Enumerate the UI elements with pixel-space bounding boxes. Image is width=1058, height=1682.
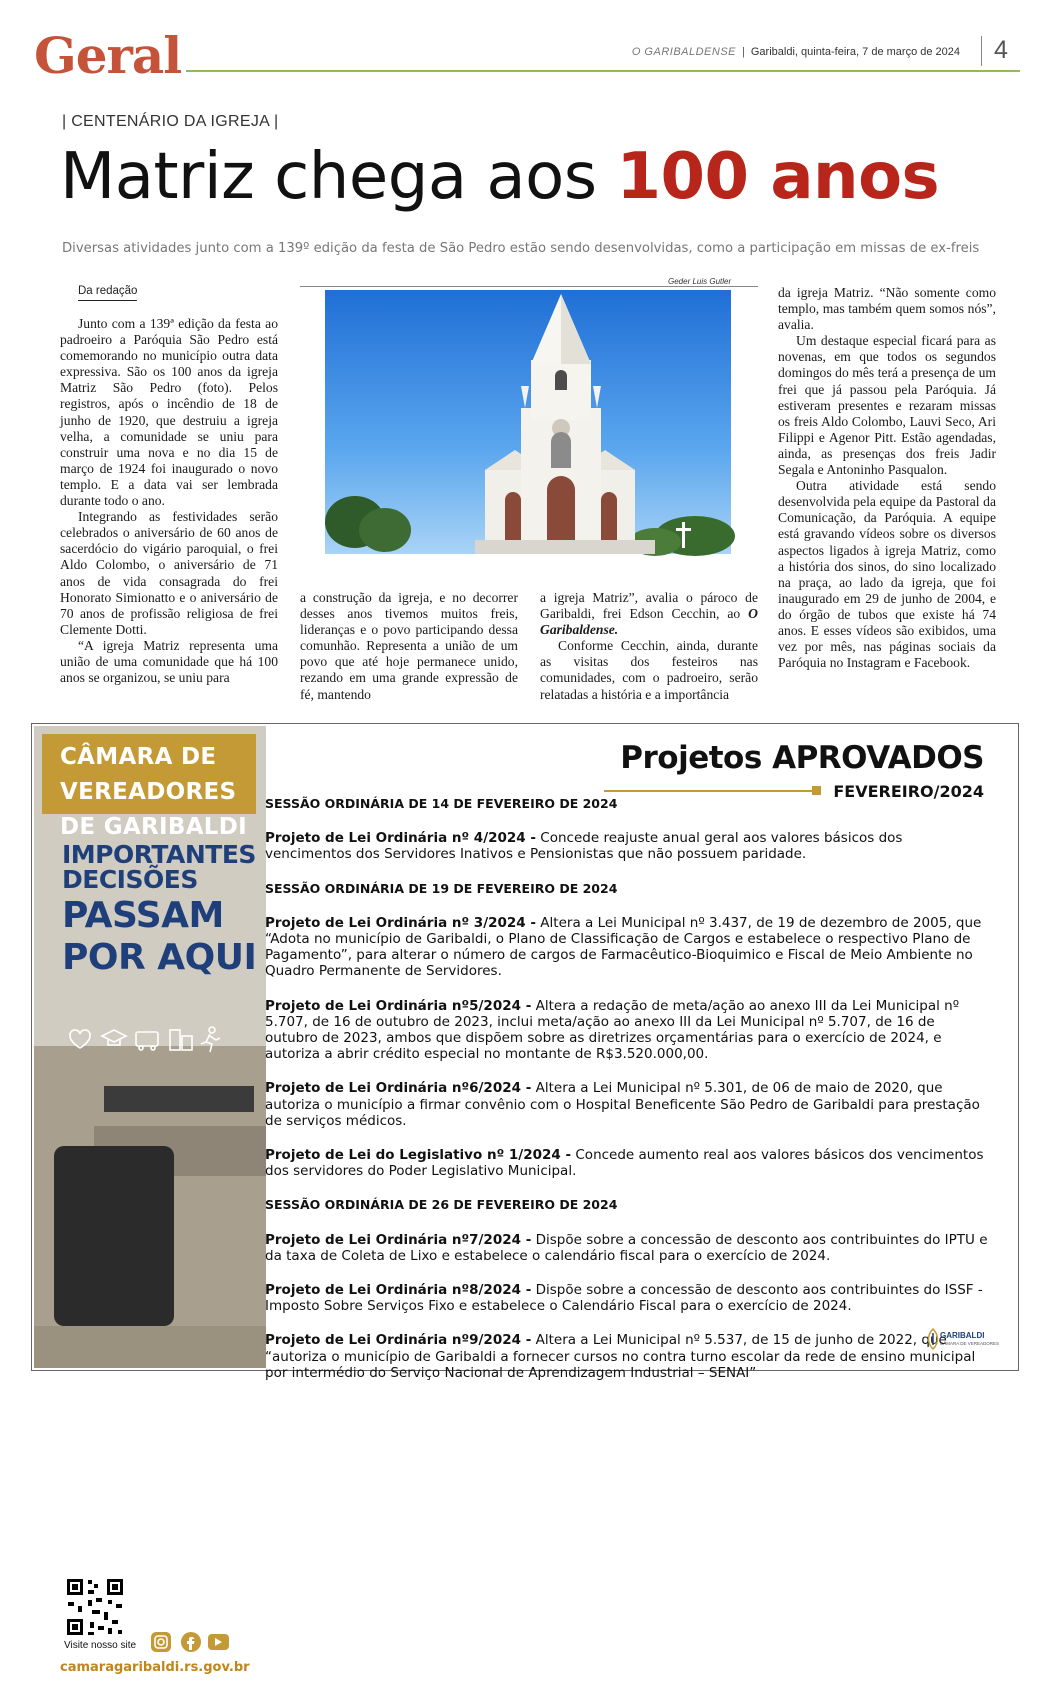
ad-title-line-1: CÂMARA DE VEREADORES [60, 744, 237, 805]
project-description: Altera a Lei Municipal nº 3.437, de 19 de dezembro de 2005, que “Adota no município de Garibaldi, o Plano de Classificação de Cargos e estabelece o respectivo Plano de Pagamento”, para alterar o número de cargos de Farmacêutico-Bioquimico e Fiscal de Meio Ambiente no Quadro Permanente de Servidores. [265, 914, 982, 980]
project-id: Projeto de Lei Ordinária nº 3/2024 - [265, 914, 537, 931]
project-item [265, 1147, 989, 1179]
graduation-cap-icon [102, 1030, 126, 1045]
page-separator [981, 36, 982, 66]
project-item [265, 830, 989, 862]
article-subhead: Diversas atividades junto com a 139º edição da festa de São Pedro estão sendo desenvolvidas, como a participação em missas de ex-freis [62, 241, 980, 256]
project-description: Dispõe sobre a concessão de desconto aos contribuintes do ISSF - Imposto Sobre Serviços Fixo e estabelece o Calendário Fiscal para o exercício de 2024. [265, 1282, 983, 1315]
projects-list [265, 796, 989, 1399]
paragraph: Junto com a 139ª edição da festa ao padroeiro a Paróquia São Pedro está comemorando no município outra data expressiva. São os 100 anos da igreja Matriz São Pedro (foto). Pelos registros, após o incêndio de 18 de junho de 1920, que destruiu a igreja velha, a comunidade se uniu para construir uma nova e no dia 15 de março de 1924 foi inaugurado o novo templo. E a data vai ser lembrada durante todo o ano. [60, 316, 278, 509]
publication-name: O GARIBALDENSE [631, 46, 737, 58]
projects-title: Projetos APROVADOS [620, 740, 984, 776]
facebook-icon [181, 1632, 201, 1652]
session-heading: SESSÃO ORDINÁRIA DE 14 DE FEVEREIRO DE 2024 [265, 796, 618, 811]
newspaper-name: O Garibaldense. [540, 606, 758, 638]
project-item [265, 1080, 989, 1129]
project-description: Dispõe sobre a concessão de desconto aos contribuintes do IPTU e da taxa de Coleta de Lixo e estabelece o calendário fiscal para o exercício de 2024. [265, 1231, 988, 1264]
building-icon [170, 1030, 192, 1050]
paragraph: Conforme Cecchin, ainda, durante as visitas dos festeiros nas comunidades, com o padroeiro, serão relatadas a história e a importância [540, 638, 758, 702]
social-icons [150, 1631, 230, 1653]
paragraph: Integrando as festividades serão celebrados o aniversário de 60 anos de sacerdócio do vigário paroquial, o frei Aldo Colombo, o aniversário de 71 anos de vida consagrada do frei Honorato Simionatto e o aniversário de 70 anos de profissão religiosa de frei Clemente Dotti. [60, 509, 278, 637]
bus-icon [136, 1032, 158, 1050]
byline: Da redação [78, 285, 137, 301]
dateline: Garibaldi, quinta-feira, 7 de março de 2024 [750, 46, 960, 58]
project-id: Projeto de Lei Ordinária nº7/2024 - [265, 1231, 532, 1248]
church-illustration [325, 290, 731, 554]
project-id: Projeto de Lei Ordinária nº 4/2024 - [265, 830, 537, 847]
paragraph: Outra atividade está sendo desenvolvida pela equipe da Pastoral da Comunicação, da Paróquia. A equipe está gravando vídeos sobre os diversos aspectos ligados à igreja Matriz, como a história dos sinos, do sino localizado na praça, ao lado da igreja, que foi inaugurado em 29 de junho de 2004, e do órgão de tubos que existe há 74 anos. E esses vídeos são exibidos, uma vez por mês, nas páginas sociais da Paróquia no Instagram e Facebook. [778, 478, 996, 671]
article-column-1 [60, 316, 278, 686]
project-description: Concede aumento real aos valores básicos dos vencimentos dos servidores do Poder Legislativo Municipal. [265, 1147, 984, 1180]
paragraph-text: a igreja Matriz”, avalia o pároco de Garibaldi, frei Edson Cecchin, ao [540, 590, 758, 622]
project-id: Projeto de Lei do Legislativo nº 1/2024 - [265, 1147, 572, 1164]
project-item [265, 1282, 989, 1314]
article-column-3 [540, 590, 758, 703]
header-meta: O GARIBALDENSE | Garibaldi, quinta-feira, 7 de março de 2024 [631, 46, 960, 58]
slogan-line-1: IMPORTANTES [62, 840, 256, 869]
slogan-line-4: POR AQUI [62, 937, 257, 978]
instagram-icon [151, 1632, 171, 1652]
paragraph [540, 590, 758, 638]
advertisement-box [31, 723, 1019, 1675]
article-kicker: | CENTENÁRIO DA IGREJA | [62, 113, 279, 130]
article-column-4 [778, 285, 996, 671]
ad-icon-row [66, 1024, 236, 1054]
session-heading: SESSÃO ORDINÁRIA DE 19 DE FEVEREIRO DE 2024 [265, 880, 618, 896]
paragraph: da igreja Matriz. “Não somente como templo, mas também quem somos nós”, avalia. [778, 285, 996, 333]
logo-name: GARIBALDI [940, 1331, 985, 1340]
slogan-line-3: PASSAM [62, 895, 224, 936]
session-heading: SESSÃO ORDINÁRIA DE 26 DE FEVEREIRO DE 2024 [265, 1197, 618, 1213]
page-number: 4 [994, 36, 1008, 64]
runner-icon [201, 1027, 220, 1052]
article-headline [60, 140, 939, 214]
ad-left-panel [34, 726, 266, 1675]
photo-rule [300, 286, 758, 287]
project-description: Altera a redação de meta/ação ao anexo III da Lei Municipal nº 5.707, de 16 de outubro de 2023, inclui meta/ação ao anexo III da Lei Municipal nº 5.707, de 16 de outubro de 2023, ambos que dispõem sobre as diretrizes orçamentárias para o exercício de 2024, e autoriza a abrir crédito especial no montante de R$3.520.000,00. [265, 997, 960, 1063]
visit-site-label: Visite nosso site [64, 1640, 137, 1651]
project-item [265, 1332, 989, 1381]
photo-credit: Geder Luis Gutler [668, 277, 732, 286]
church-photo [325, 290, 731, 554]
project-item [265, 998, 989, 1063]
projects-title-rule [604, 790, 814, 792]
ad-title-line-2: DE GARIBALDI [60, 814, 247, 840]
ad-title [60, 740, 256, 845]
project-description: Altera a Lei Municipal nº 5.301, de 06 de maio de 2020, que autoriza o município a firmar convênio com o Hospital Beneficente São Pedro de Garibaldi para prestação de serviços médicos. [265, 1080, 980, 1129]
project-description: Altera a Lei Municipal nº 5.537, de 15 de junho de 2022, que “autoriza o município de Garibaldi a fornecer cursos no contra turno escolar da rede de ensino municipal por intermédio do Serviço Nacional de Aprendizagem Industrial – SENAI” [265, 1332, 976, 1381]
garibaldi-logo-mark [925, 1327, 941, 1351]
youtube-icon [208, 1634, 229, 1650]
section-name: Geral [34, 26, 182, 85]
paragraph: Um destaque especial ficará para as novenas, em que todos os segundos domingos do mês terá a presença de um frei que já passou pela Paróquia. Já estiveram presentes e rezaram missas os freis Aldo Colombo, Lauvi Seco, Ari Filippi e Agenor Pitt. Estão agendadas, ainda, as presenças dos freis Jadir Segala e Antoninho Pasqualon. [778, 333, 996, 478]
project-id: Projeto de Lei Ordinária nº6/2024 - [265, 1080, 532, 1097]
project-id: Projeto de Lei Ordinária nº8/2024 - [265, 1282, 532, 1299]
project-id: Projeto de Lei Ordinária nº5/2024 - [265, 997, 532, 1014]
ad-website-link[interactable]: camaragaribaldi.rs.gov.br [60, 1660, 250, 1675]
paragraph: a construção da igreja, e no decorrer desses anos tivemos muitos freis, lideranças e o povo participando dessa comunhão. Representa a união de um povo que até hoje permanece unido, rezando em uma grande expressão de fé, mantendo [300, 590, 518, 702]
project-item [265, 915, 989, 980]
project-id: Projeto de Lei Ordinária nº9/2024 - [265, 1332, 532, 1349]
headline-highlight: 100 anos [616, 140, 940, 214]
article-column-2 [300, 590, 518, 703]
projects-rule-marker [812, 786, 821, 795]
header-rule [186, 70, 1020, 72]
projects-month: FEVEREIRO/2024 [833, 782, 984, 801]
qr-code[interactable] [64, 1576, 126, 1638]
heartbeat-icon [70, 1030, 90, 1048]
project-description: Concede reajuste anual geral aos valores básicos dos vencimentos dos Servidores Inativos e Pensionistas que não possuem paridade. [265, 830, 903, 863]
paragraph: “A igreja Matriz representa uma união de uma comunidade que há 100 anos se organizou, se uniu para [60, 637, 278, 686]
project-item [265, 1232, 989, 1264]
headline-main: Matriz chega aos [60, 140, 597, 214]
ad-slogan [62, 842, 256, 976]
slogan-line-2: DECISÕES [62, 865, 198, 894]
ad-title-banner [42, 734, 256, 840]
logo-subtitle: CÂMARA DE VEREADORES [940, 1341, 1000, 1346]
